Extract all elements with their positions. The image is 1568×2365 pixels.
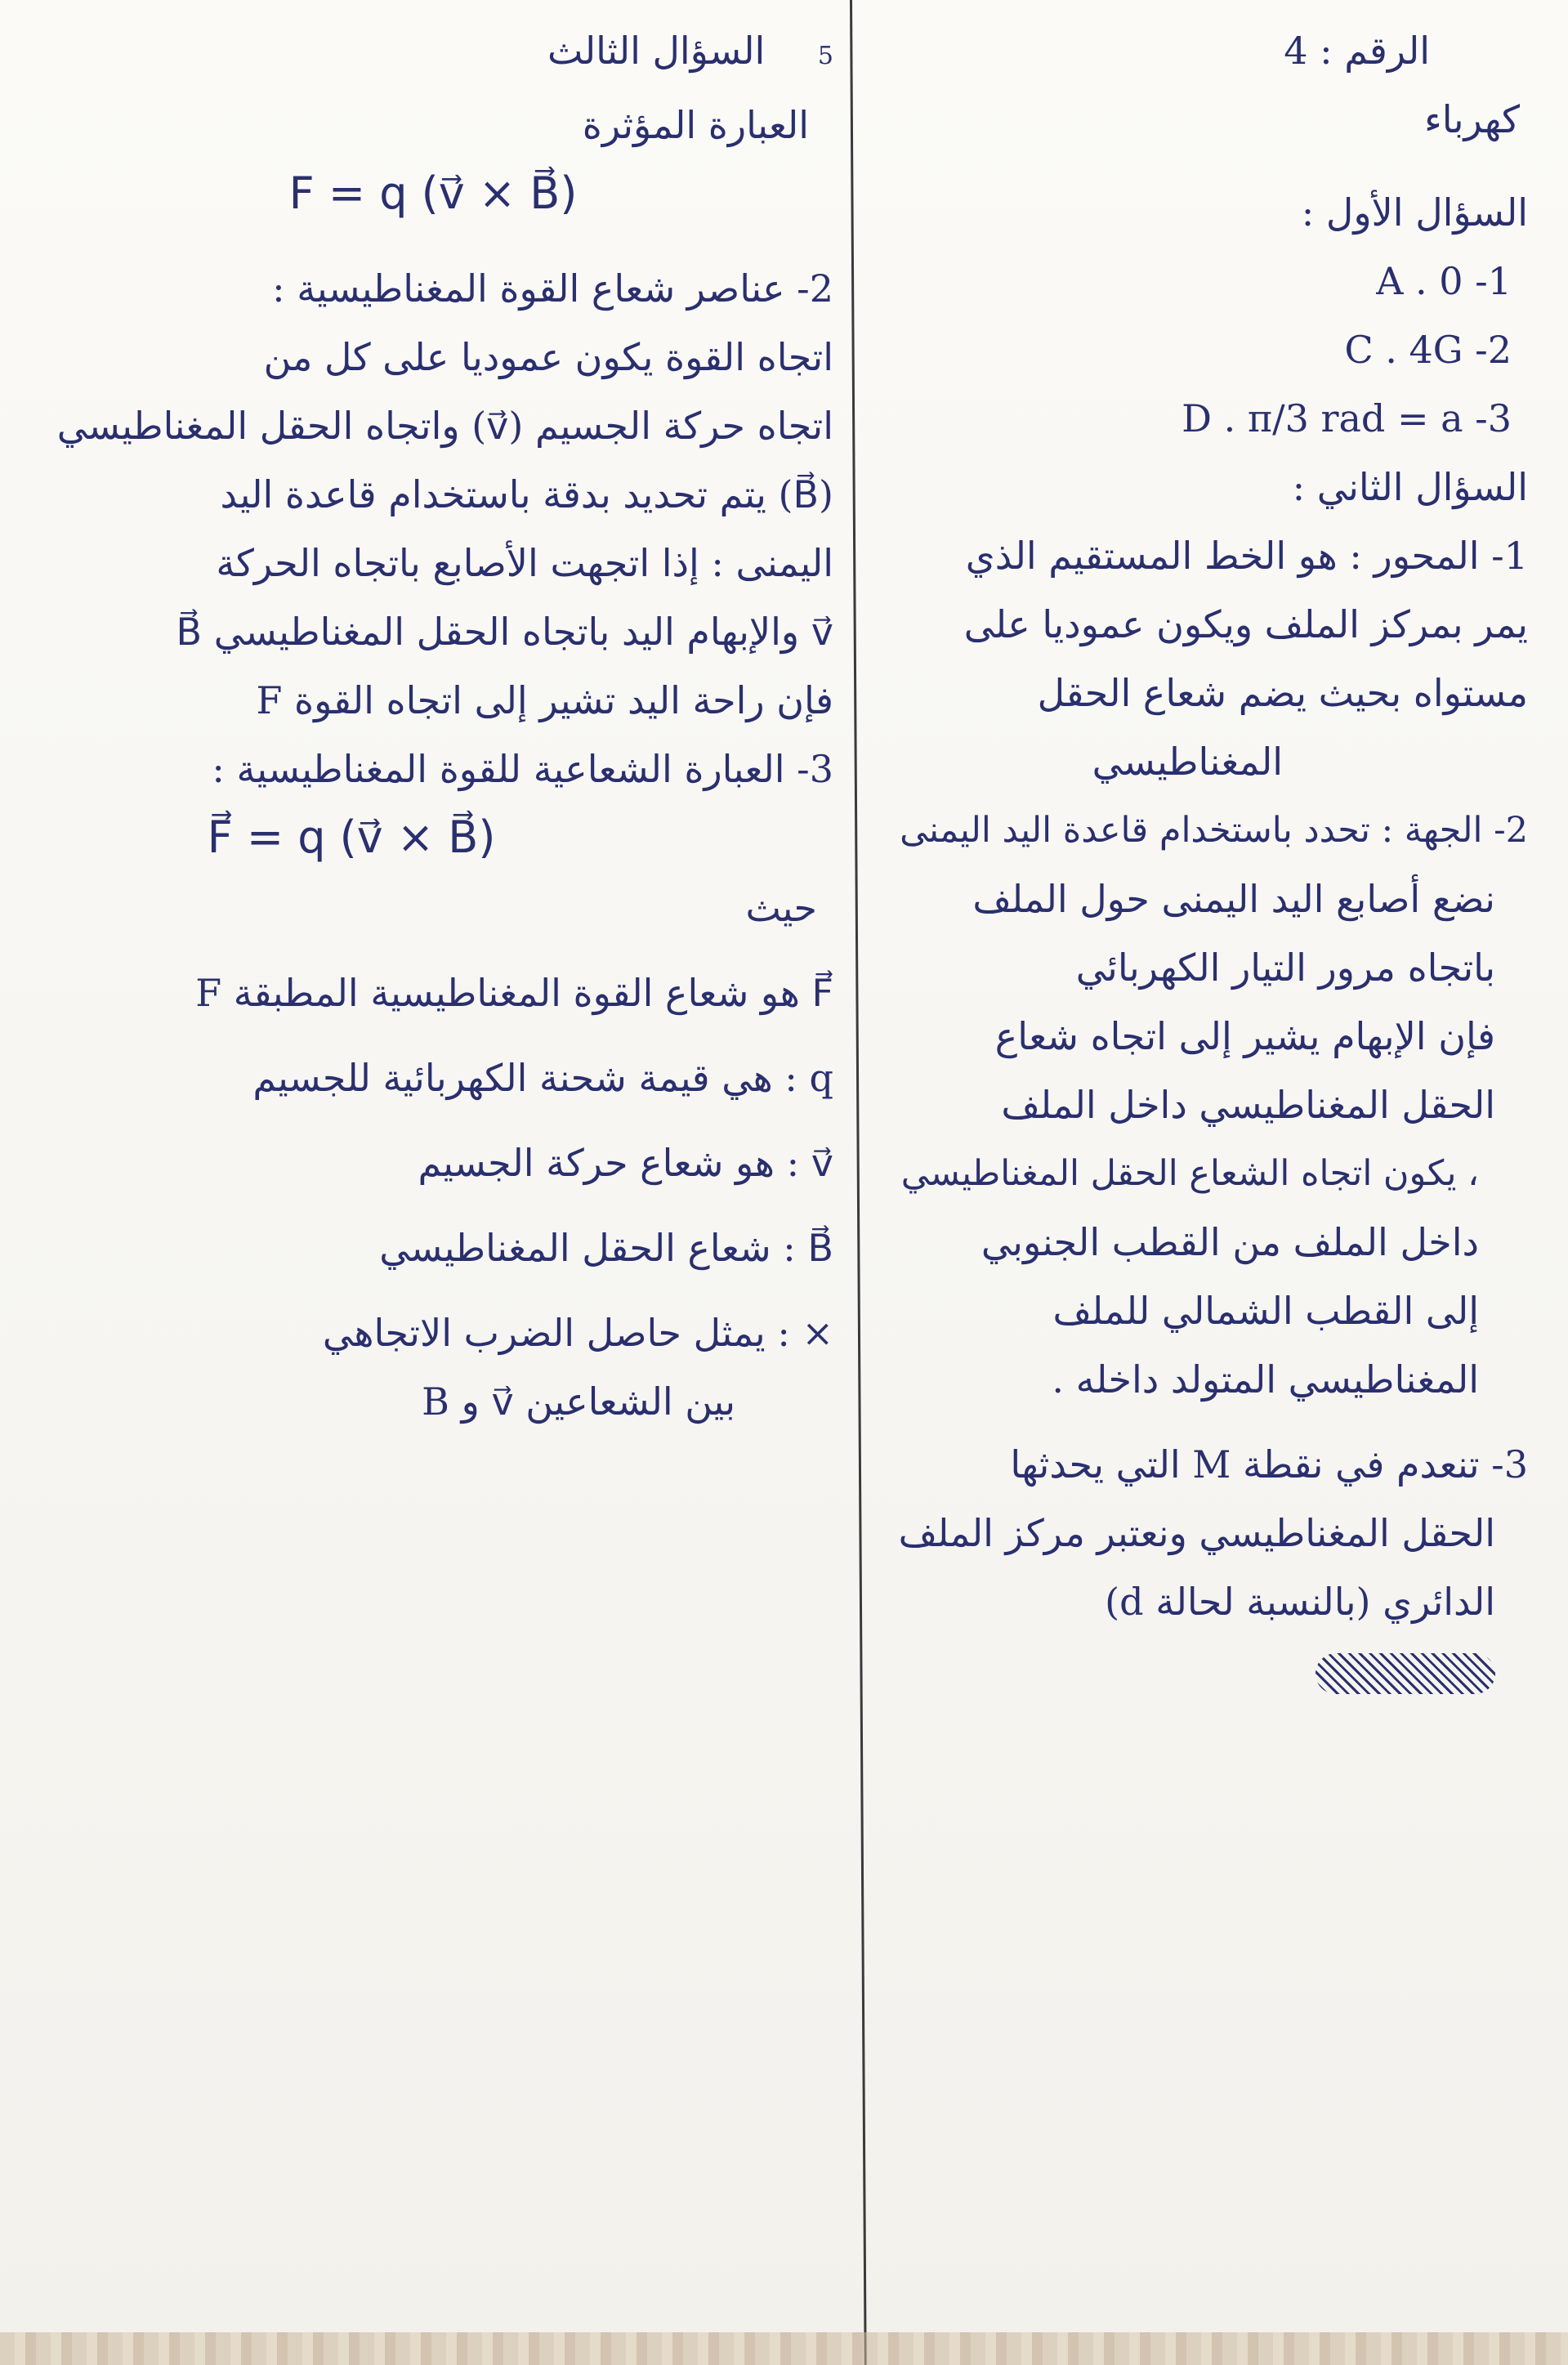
p2-line: فإن راحة اليد تشير إلى اتجاه القوة F	[256, 678, 833, 722]
p2-line: اتجاه القوة يكون عموديا على كل من	[263, 335, 833, 379]
q2-line: مستواه بحيث يضم شعاع الحقل	[1037, 671, 1528, 715]
definition-line: q : هي قيمة شحنة الكهربائية للجسيم	[252, 1056, 833, 1100]
definition-line: × : يمثل حاصل الضرب الاتجاهي	[322, 1311, 833, 1355]
formula-text: F = q (v⃗ × B⃗)	[288, 168, 578, 219]
right-column	[874, 16, 1528, 1705]
where-label: حيث	[745, 886, 817, 930]
definition-line: v⃗ : هو شعاع حركة الجسيم	[418, 1141, 833, 1185]
q2-line: الدائري (بالنسبة لحالة d)	[1105, 1580, 1495, 1624]
q1-answer: 2- C . 4G	[1344, 328, 1512, 372]
q2-line: داخل الملف من القطب الجنوبي	[981, 1220, 1479, 1264]
q2-line: الحقل المغناطيسي ونعتبر مركز الملف	[898, 1511, 1495, 1555]
q2-line: ، يكون اتجاه الشعاع الحقل المغناطيسي	[900, 1153, 1479, 1194]
q2-line: 1- المحور : هو الخط المستقيم الذي	[965, 534, 1528, 578]
p3-title: 3- العبارة الشعاعية للقوة المغناطيسية :	[212, 747, 833, 791]
q2-line: باتجاه مرور التيار الكهربائي	[1075, 946, 1495, 990]
q1-answer: 3- D . π/3 rad = a	[1182, 396, 1512, 440]
formula-vector-force	[33, 803, 833, 874]
q2-line: إلى القطب الشمالي للملف	[1052, 1289, 1479, 1333]
q2-line: 2- الجهة : تحدد باستخدام قاعدة اليد اليمنى	[900, 810, 1528, 851]
topic-label: كهرباء	[1424, 97, 1520, 141]
q3-number: 5	[817, 42, 833, 70]
torn-bottom-edge	[0, 2332, 1568, 2365]
p2-line: اتجاه حركة الجسيم (v⃗) واتجاه الحقل المغناطيسي	[56, 404, 833, 448]
p2-line: 2- عناصر شعاع القوة المغناطيسية :	[272, 266, 833, 311]
q1-answer: 1- A . 0	[1376, 259, 1512, 303]
student-number: الرقم : 4	[1284, 29, 1430, 73]
formula-text: F⃗ = q (v⃗ × B⃗)	[207, 811, 496, 863]
q2-line: يمر بمركز الملف ويكون عموديا على	[963, 602, 1528, 646]
left-column	[33, 16, 833, 1436]
crossed-out-text	[874, 1636, 1528, 1705]
formula-force	[33, 159, 833, 230]
q2-line: المغناطيسي المتولد داخله .	[1052, 1357, 1479, 1402]
expression-title: العبارة المؤثرة	[582, 103, 809, 147]
definition-line: B⃗ : شعاع الحقل المغناطيسي	[379, 1226, 833, 1270]
q2-line: المغناطيسي	[1092, 740, 1283, 784]
q2-line: فإن الإبهام يشير إلى اتجاه شعاع	[994, 1014, 1495, 1058]
q3-title: السؤال الثالث	[547, 29, 766, 73]
q3-header	[33, 16, 833, 91]
q2-title: السؤال الثاني :	[1292, 465, 1528, 509]
p2-line: (B⃗) يتم تحديد بدقة باستخدام قاعدة اليد	[220, 472, 833, 516]
definition-line: F⃗ هو شعاع القوة المغناطيسية المطبقة F	[195, 971, 833, 1015]
q2-line: نضع أصابع اليد اليمنى حول الملف	[972, 877, 1495, 921]
definition-line: بين الشعاعين v⃗ و B	[422, 1379, 735, 1424]
q1-title: السؤال الأول :	[1301, 190, 1528, 235]
q2-line: الحقل المغناطيسي داخل الملف	[1001, 1083, 1495, 1127]
p2-line: اليمنى : إذا اتجهت الأصابع باتجاه الحركة	[216, 541, 833, 585]
p2-line: v⃗ والإبهام اليد باتجاه الحقل المغناطيسي B⃗	[176, 610, 833, 654]
q2-line: 3- تنعدم في نقطة M التي يحدثها	[1010, 1442, 1528, 1487]
